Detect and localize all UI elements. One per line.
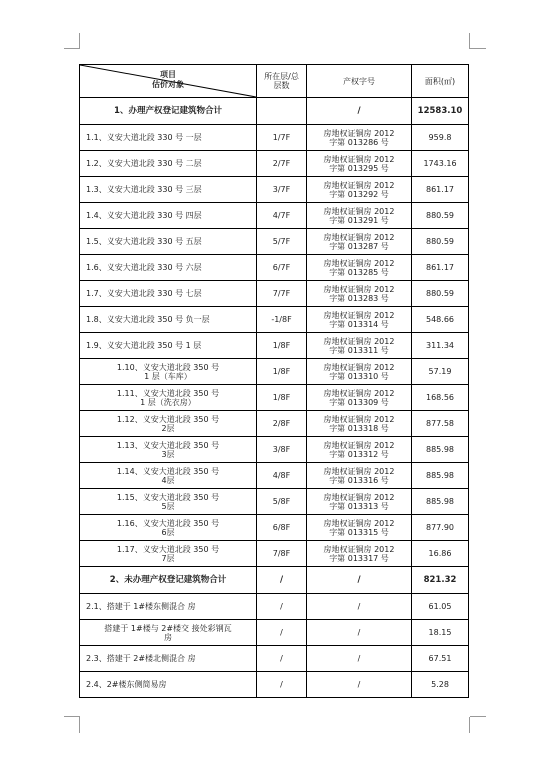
section2-floor: /	[257, 567, 307, 594]
floor-cell: 4/8F	[257, 463, 307, 489]
item-name-line1: 1.1、义安大道北段 330 号 一层	[86, 133, 202, 142]
cert-cell	[307, 203, 412, 229]
table-row	[80, 620, 469, 646]
item-name-line1: 1.17、义安大道北段 350 号	[116, 544, 220, 554]
cert-line2: 字第 013309 号	[329, 397, 389, 407]
cert-cell	[307, 385, 412, 411]
floor-cell: 7/8F	[257, 541, 307, 567]
area-cell: 5.28	[412, 672, 469, 698]
cert-cell: /	[307, 672, 412, 698]
section2-label: 2、未办理产权登记建筑物合计	[80, 567, 257, 594]
cert-line2: 字第 013312 号	[329, 449, 389, 459]
floor-cell: /	[257, 594, 307, 620]
table-row	[80, 646, 469, 672]
item-name	[80, 463, 257, 489]
item-name-line2: 1 层（车库）	[144, 371, 192, 381]
section1-floor	[257, 98, 307, 125]
area-cell: 57.19	[412, 359, 469, 385]
item-name-line1: 1.6、义安大道北段 330 号 六层	[86, 263, 202, 272]
floor-cell: /	[257, 620, 307, 646]
table-row	[80, 489, 469, 515]
cert-line2: 字第 013283 号	[329, 293, 389, 303]
item-name-line1: 1.7、义安大道北段 330 号 七层	[86, 289, 202, 298]
cert-cell	[307, 437, 412, 463]
header-cert: 产权字号	[307, 65, 412, 98]
item-name-line1: 1.4、义安大道北段 330 号 四层	[86, 211, 202, 220]
header-area: 面积(㎡)	[412, 65, 469, 98]
cert-line2: 字第 013313 号	[329, 501, 389, 511]
cert-cell	[307, 177, 412, 203]
table-row	[80, 463, 469, 489]
item-name	[80, 203, 257, 229]
item-name	[80, 281, 257, 307]
cert-line1: 房地权证铜房 2012	[323, 232, 395, 242]
cert-cell	[307, 541, 412, 567]
area-cell: 18.15	[412, 620, 469, 646]
diagonal-header-cell	[80, 65, 257, 98]
cert-cell	[307, 125, 412, 151]
item-name	[80, 177, 257, 203]
cert-cell	[307, 333, 412, 359]
floor-cell: 1/8F	[257, 385, 307, 411]
area-cell: 959.8	[412, 125, 469, 151]
item-name-line1: 1.11、义安大道北段 350 号	[116, 388, 220, 398]
floor-cell: 2/8F	[257, 411, 307, 437]
floor-cell: 1/8F	[257, 333, 307, 359]
crop-mark	[469, 33, 470, 49]
cert-line2: 字第 013315 号	[329, 527, 389, 537]
item-name	[80, 307, 257, 333]
area-cell: 67.51	[412, 646, 469, 672]
cert-cell	[307, 463, 412, 489]
area-cell: 880.59	[412, 229, 469, 255]
floor-cell: -1/8F	[257, 307, 307, 333]
cert-line1: 房地权证铜房 2012	[323, 388, 395, 398]
floor-cell: 6/8F	[257, 515, 307, 541]
cert-cell	[307, 411, 412, 437]
area-cell: 877.58	[412, 411, 469, 437]
cert-cell	[307, 515, 412, 541]
item-name-line2: 2层	[161, 423, 175, 433]
table-row	[80, 203, 469, 229]
table-row	[80, 385, 469, 411]
table-row	[80, 359, 469, 385]
item-name	[80, 594, 257, 620]
cert-line1: 房地权证铜房 2012	[323, 154, 395, 164]
area-cell: 311.34	[412, 333, 469, 359]
item-name-line1: 1.9、义安大道北段 350 号 1 层	[86, 341, 202, 350]
table-row	[80, 594, 469, 620]
item-name-line1: 搭建于 1#楼与 2#楼交 接处彩钢瓦	[104, 623, 232, 633]
cert-cell	[307, 151, 412, 177]
item-name-line1: 1.13、义安大道北段 350 号	[116, 440, 220, 450]
cert-line2: 字第 013316 号	[329, 475, 389, 485]
item-name-line1: 2.4、2#楼东侧简易房	[86, 680, 167, 689]
crop-mark	[64, 716, 80, 717]
floor-cell: 5/8F	[257, 489, 307, 515]
cert-line1: 房地权证铜房 2012	[323, 518, 395, 528]
cert-line1: 房地权证铜房 2012	[323, 206, 395, 216]
item-name-line1: 1.2、义安大道北段 330 号 二层	[86, 159, 202, 168]
section2-cert: /	[307, 567, 412, 594]
item-name-line1: 1.5、义安大道北段 330 号 五层	[86, 237, 202, 246]
cert-line2: 字第 013285 号	[329, 267, 389, 277]
item-name-line1: 1.10、义安大道北段 350 号	[116, 362, 220, 372]
table-row	[80, 307, 469, 333]
table-row	[80, 411, 469, 437]
header-object: 估价对象	[152, 80, 184, 89]
floor-cell: 4/7F	[257, 203, 307, 229]
table-row	[80, 281, 469, 307]
item-name-line1: 2.1、搭建于 1#楼东侧混合 房	[86, 602, 196, 611]
item-name	[80, 333, 257, 359]
floor-cell: 3/7F	[257, 177, 307, 203]
floor-cell: 7/7F	[257, 281, 307, 307]
item-name-line1: 1.15、义安大道北段 350 号	[116, 492, 220, 502]
cert-line1: 房地权证铜房 2012	[323, 284, 395, 294]
floor-cell: /	[257, 672, 307, 698]
item-name-line2: 3层	[161, 449, 175, 459]
area-cell: 861.17	[412, 177, 469, 203]
floor-cell: 3/8F	[257, 437, 307, 463]
item-name-line2: 6层	[161, 527, 175, 537]
floor-cell: /	[257, 646, 307, 672]
item-name	[80, 125, 257, 151]
table-row	[80, 229, 469, 255]
table-header-row	[80, 65, 469, 98]
area-cell: 880.59	[412, 281, 469, 307]
cert-line2: 字第 013310 号	[329, 371, 389, 381]
area-cell: 880.59	[412, 203, 469, 229]
table-row	[80, 151, 469, 177]
area-cell: 885.98	[412, 489, 469, 515]
table-row	[80, 437, 469, 463]
cert-line2: 字第 013295 号	[329, 163, 389, 173]
cert-line1: 房地权证铜房 2012	[323, 258, 395, 268]
item-name-line2: 4层	[161, 475, 175, 485]
item-name	[80, 411, 257, 437]
item-name	[80, 515, 257, 541]
area-cell: 61.05	[412, 594, 469, 620]
area-cell: 885.98	[412, 463, 469, 489]
table-row	[80, 515, 469, 541]
cert-line1: 房地权证铜房 2012	[323, 414, 395, 424]
section2-area: 821.32	[412, 567, 469, 594]
cert-cell	[307, 229, 412, 255]
item-name	[80, 541, 257, 567]
item-name-line1: 1.3、义安大道北段 330 号 三层	[86, 185, 202, 194]
valuation-table	[79, 64, 469, 698]
cert-line1: 房地权证铜房 2012	[323, 336, 395, 346]
floor-cell: 1/7F	[257, 125, 307, 151]
header-floor	[257, 65, 307, 98]
cert-line1: 房地权证铜房 2012	[323, 492, 395, 502]
item-name	[80, 151, 257, 177]
cert-line2: 字第 013291 号	[329, 215, 389, 225]
item-name-line1: 2.3、搭建于 2#楼北侧混合 房	[86, 654, 196, 663]
crop-mark	[64, 48, 80, 49]
section1-area: 12583.10	[412, 98, 469, 125]
area-cell: 16.86	[412, 541, 469, 567]
item-name-line1: 1.8、义安大道北段 350 号 负一层	[86, 315, 210, 324]
section2-total-row	[80, 567, 469, 594]
item-name	[80, 359, 257, 385]
cert-line1: 房地权证铜房 2012	[323, 128, 395, 138]
item-name-line2: 7层	[161, 553, 175, 563]
cert-line1: 房地权证铜房 2012	[323, 362, 395, 372]
table-row	[80, 672, 469, 698]
cert-line1: 房地权证铜房 2012	[323, 440, 395, 450]
cert-cell	[307, 489, 412, 515]
cert-line1: 房地权证铜房 2012	[323, 180, 395, 190]
item-name-line1: 1.14、义安大道北段 350 号	[116, 466, 220, 476]
cert-cell: /	[307, 594, 412, 620]
floor-cell: 2/7F	[257, 151, 307, 177]
cert-cell	[307, 281, 412, 307]
cert-line2: 字第 013311 号	[329, 345, 389, 355]
item-name	[80, 489, 257, 515]
table-row	[80, 541, 469, 567]
item-name	[80, 437, 257, 463]
crop-mark	[470, 48, 486, 49]
section1-total-row	[80, 98, 469, 125]
item-name-line1: 1.16、义安大道北段 350 号	[116, 518, 220, 528]
table-row	[80, 177, 469, 203]
item-name	[80, 672, 257, 698]
cert-line1: 房地权证铜房 2012	[323, 544, 395, 554]
item-name	[80, 229, 257, 255]
cert-cell: /	[307, 646, 412, 672]
item-name-line1: 1.12、义安大道北段 350 号	[116, 414, 220, 424]
cert-line1: 房地权证铜房 2012	[323, 466, 395, 476]
item-name-line2: 房	[164, 632, 172, 642]
crop-mark	[79, 33, 80, 49]
cert-line2: 字第 013286 号	[329, 137, 389, 147]
table-row	[80, 255, 469, 281]
item-name	[80, 255, 257, 281]
area-cell: 861.17	[412, 255, 469, 281]
section1-label: 1、办理产权登记建筑物合计	[80, 98, 257, 125]
table-row	[80, 125, 469, 151]
area-cell: 1743.16	[412, 151, 469, 177]
floor-cell: 1/8F	[257, 359, 307, 385]
item-name	[80, 646, 257, 672]
cert-line2: 字第 013314 号	[329, 319, 389, 329]
cert-cell	[307, 359, 412, 385]
cert-line2: 字第 013292 号	[329, 189, 389, 199]
crop-mark	[79, 717, 80, 733]
header-floor-text: 所在层/总层数	[264, 72, 299, 90]
area-cell: 168.56	[412, 385, 469, 411]
item-name-line2: 1 层（洗衣房）	[140, 397, 196, 407]
floor-cell: 5/7F	[257, 229, 307, 255]
crop-mark	[469, 717, 470, 733]
crop-mark	[470, 716, 486, 717]
item-name-line2: 5层	[161, 501, 175, 511]
cert-cell	[307, 307, 412, 333]
cert-line2: 字第 013317 号	[329, 553, 389, 563]
item-name	[80, 620, 257, 646]
cert-line2: 字第 013318 号	[329, 423, 389, 433]
table-row	[80, 333, 469, 359]
floor-cell: 6/7F	[257, 255, 307, 281]
area-cell: 877.90	[412, 515, 469, 541]
cert-line1: 房地权证铜房 2012	[323, 310, 395, 320]
item-name	[80, 385, 257, 411]
cert-cell	[307, 255, 412, 281]
area-cell: 548.66	[412, 307, 469, 333]
header-item: 项目	[160, 70, 176, 79]
area-cell: 885.98	[412, 437, 469, 463]
cert-cell: /	[307, 620, 412, 646]
cert-line2: 字第 013287 号	[329, 241, 389, 251]
section1-cert: /	[307, 98, 412, 125]
